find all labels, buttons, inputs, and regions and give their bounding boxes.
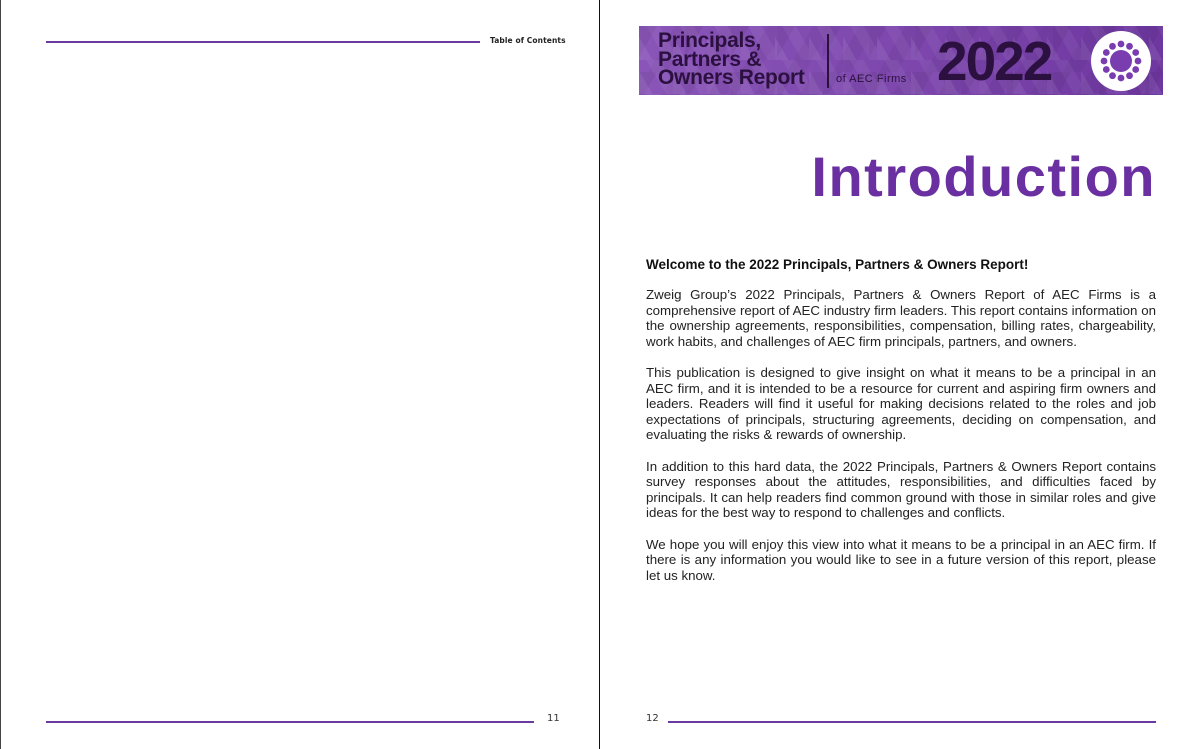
welcome-heading: Welcome to the 2022 Principals, Partners & Owners Report! (646, 257, 1029, 272)
page-title: Introduction (811, 145, 1156, 208)
intro-body (646, 287, 1156, 599)
banner-subtitle: of AEC Firms (836, 73, 907, 85)
logo-graphic (1091, 31, 1151, 91)
banner-year: 2022 (937, 30, 1052, 92)
banner-title (658, 29, 805, 89)
paragraph: We hope you will enjoy this view into what it means to be a principal in an AEC firm. If there is any information you would like to see in a future version of this report, please let us know. (646, 536, 1156, 583)
header-rule (46, 41, 480, 43)
report-banner (639, 26, 1163, 95)
footer-rule (668, 721, 1156, 723)
page-number: 11 (547, 713, 560, 724)
right-page (600, 0, 1200, 749)
paragraph: In addition to this hard data, the 2022 Principals, Partners & Owners Report contains survey responses about the attitudes, responsibilities, and difficulties faced by principals. It can help readers find common ground with those in similar roles and give ideas for the best way to respond to challenges and conflicts. (646, 458, 1156, 521)
circle-of-people-logo-icon (1091, 31, 1151, 91)
banner-title-line: Partners & (658, 47, 762, 71)
page-number: 12 (646, 713, 659, 724)
footer-rule (46, 721, 534, 723)
paragraph: This publication is designed to give insight on what it means to be a principal in an AEC firm, and it is intended to be a resource for current and aspiring firm owners and leaders. Readers will find it useful for making decisions related to the roles and job expectations of principals, structuring agreements, deciding on compensation, and evaluating the risks & rewards of ownership. (646, 364, 1156, 443)
table-of-contents-link[interactable]: Table of Contents (490, 36, 566, 45)
paragraph: Zweig Group’s 2022 Principals, Partners & Owners Report of AEC Firms is a comprehensive report of AEC industry firm leaders. This report contains information on the ownership agreements, responsibilities, compensation, billing rates, chargeability, work habits, and challenges of AEC firm principals, partners, and owners. (646, 287, 1156, 349)
banner-title-line: Owners Report (658, 66, 805, 89)
banner-title-line: Principals, (658, 29, 761, 52)
banner-divider (827, 34, 829, 88)
